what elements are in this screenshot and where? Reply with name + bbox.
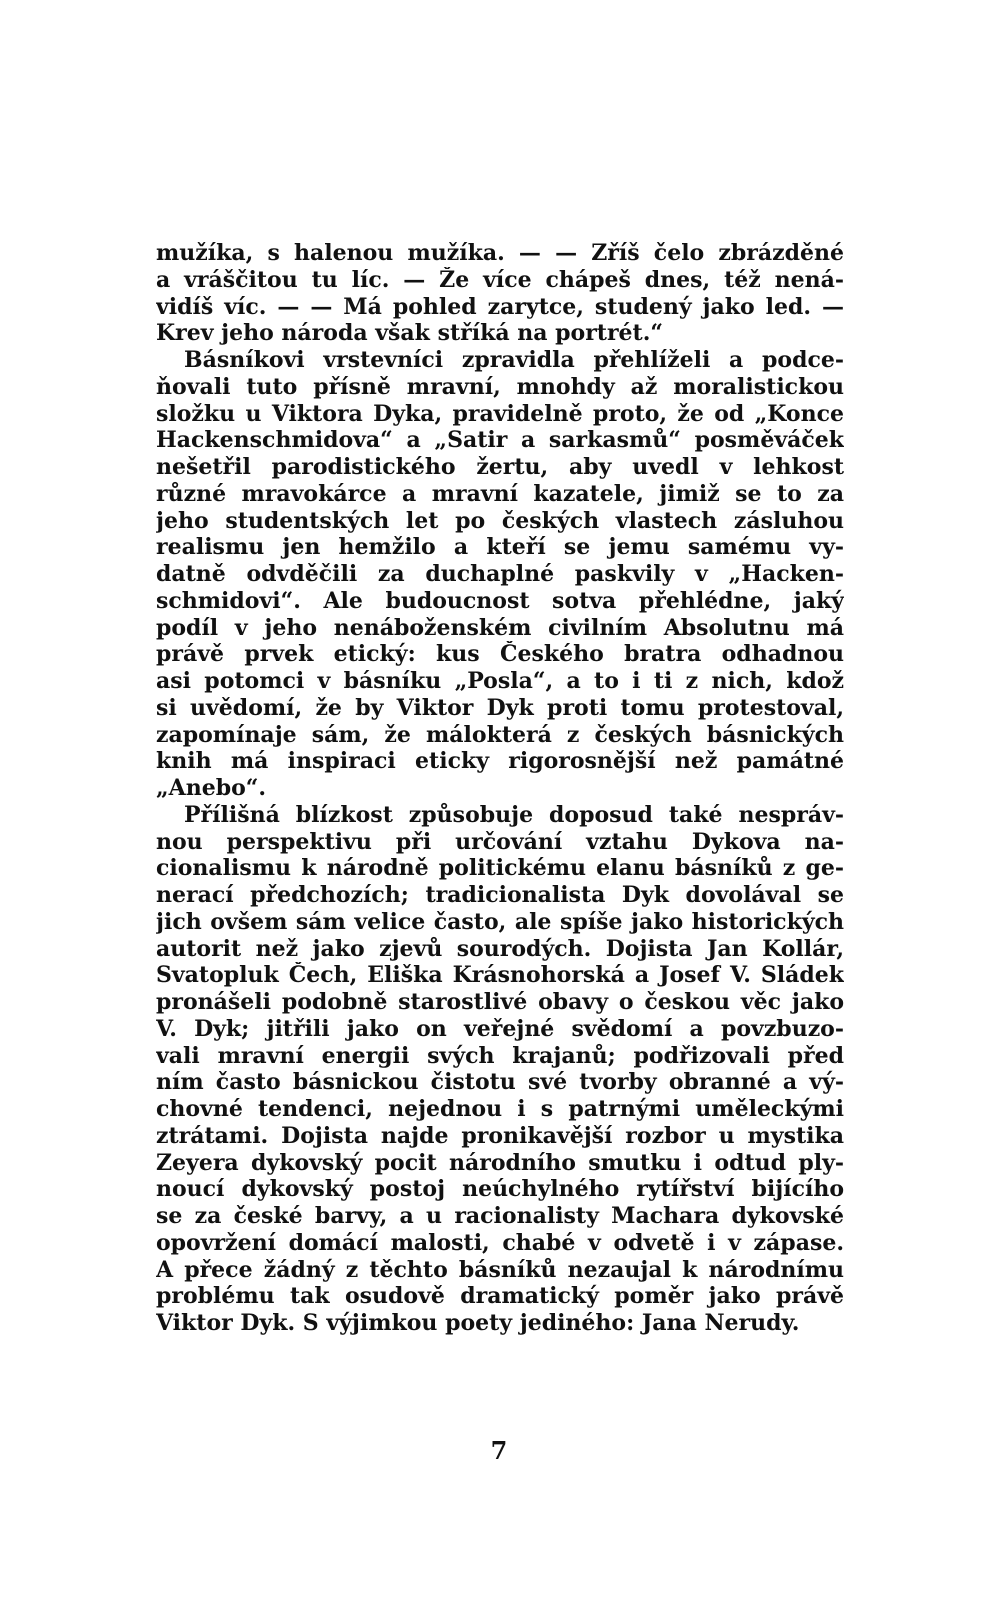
text-line: noucí dykovský postoj neúchylného rytířství bijícího bbox=[156, 1176, 844, 1203]
text-line: realismu jen hemžilo a kteří se jemu samému vy- bbox=[156, 534, 844, 561]
text-line: Přílišná blízkost způsobuje doposud také nespráv- bbox=[184, 801, 844, 828]
text-line: cionalismu k národně politickému elanu básníků z ge- bbox=[156, 855, 844, 882]
text-line: nou perspektivu při určování vztahu Dykova na- bbox=[156, 828, 844, 855]
text-line: schmidovi“. Ale budoucnost sotva přehlédne, jaký bbox=[156, 587, 844, 614]
text-line: Hackenschmidova“ a „Satir a sarkasmů“ posměváček bbox=[156, 427, 844, 454]
text-line: vidíš víc. — — Má pohled zarytce, studený jako led. — bbox=[156, 293, 844, 320]
text-line: různé mravokárce a mravní kazatele, jimiž se to za bbox=[156, 480, 844, 507]
text-line: V. Dyk; jitřili jako on veřejné svědomí a povzbuzo- bbox=[156, 1015, 844, 1042]
text-line: Svatopluk Čech, Eliška Krásnohorská a Josef V. Sládek bbox=[156, 962, 844, 989]
text-line: právě prvek etický: kus Českého bratra odhadnou bbox=[156, 641, 844, 668]
text-line: datně odvděčili za duchaplné paskvily v „Hacken- bbox=[156, 561, 844, 587]
text-line: asi potomci v básníku „Posla“, a to i ti z nich, kdož bbox=[156, 668, 844, 694]
body-text bbox=[156, 240, 844, 1337]
page-number: 7 bbox=[490, 1436, 508, 1465]
text-line: pronášeli podobně starostlivé obavy o českou věc jako bbox=[156, 989, 844, 1015]
text-line: Zeyera dykovský pocit národního smutku i odtud ply- bbox=[156, 1149, 844, 1176]
text-line: autorit než jako zjevů sourodých. Dojista Jan Kollár, bbox=[156, 935, 844, 962]
text-line: ňovali tuto přísně mravní, mnohdy až moralistickou bbox=[156, 373, 844, 400]
text-line: knih má inspiraci eticky rigorosnější než památné bbox=[156, 748, 844, 775]
text-line: ztrátami. Dojista najde pronikavější rozbor u mystika bbox=[156, 1122, 844, 1149]
text-line: mužíka, s halenou mužíka. — — Zříš čelo zbrázděné bbox=[156, 240, 844, 266]
text-line: si uvědomí, že by Viktor Dyk proti tomu protestoval, bbox=[156, 694, 844, 721]
text-line: chovné tendenci, nejednou i s patrnými uměleckými bbox=[156, 1096, 844, 1122]
text-line: problému tak osudově dramatický poměr jako právě bbox=[156, 1283, 844, 1310]
text-line: Básníkovi vrstevníci zpravidla přehlíželi a podce- bbox=[184, 347, 844, 373]
text-line: nešetřil parodistického žertu, aby uvedl v lehkost bbox=[156, 454, 844, 480]
text-line: vali mravní energii svých krajanů; podřizovali před bbox=[156, 1042, 844, 1069]
text-line: Krev jeho národa však stříká na portrét.“ bbox=[156, 320, 664, 347]
text-line: podíl v jeho nenáboženském civilním Absolutnu má bbox=[156, 614, 844, 641]
paragraph bbox=[156, 802, 844, 1337]
text-line: Viktor Dyk. S výjimkou poety jediného: Jana Nerudy. bbox=[156, 1310, 800, 1336]
text-line: jeho studentských let po českých vlastech zásluhou bbox=[156, 507, 844, 534]
text-line: A přece žádný z těchto básníků nezaujal k národnímu bbox=[156, 1256, 844, 1283]
text-line: opovržení domácí malosti, chabé v odvetě i v zápase. bbox=[156, 1229, 844, 1256]
text-line: zapomínaje sám, že málokterá z českých básnických bbox=[156, 721, 844, 748]
text-line: „Anebo“. bbox=[156, 775, 267, 801]
text-line: se za české barvy, a u racionalisty Machara dykovské bbox=[156, 1203, 844, 1229]
paragraph bbox=[156, 240, 844, 347]
text-line: jich ovšem sám velice často, ale spíše jako historických bbox=[156, 908, 844, 935]
paragraph bbox=[156, 347, 844, 802]
text-line: a vráščitou tu líc. — Že více chápeš dnes, též nená- bbox=[156, 266, 844, 293]
text-line: ním často básnickou čistotu své tvorby obranné a vý- bbox=[156, 1069, 844, 1096]
text-line: nerací předchozích; tradicionalista Dyk dovolával se bbox=[156, 882, 844, 908]
text-line: složku u Viktora Dyka, pravidelně proto, že od „Konce bbox=[156, 400, 844, 427]
